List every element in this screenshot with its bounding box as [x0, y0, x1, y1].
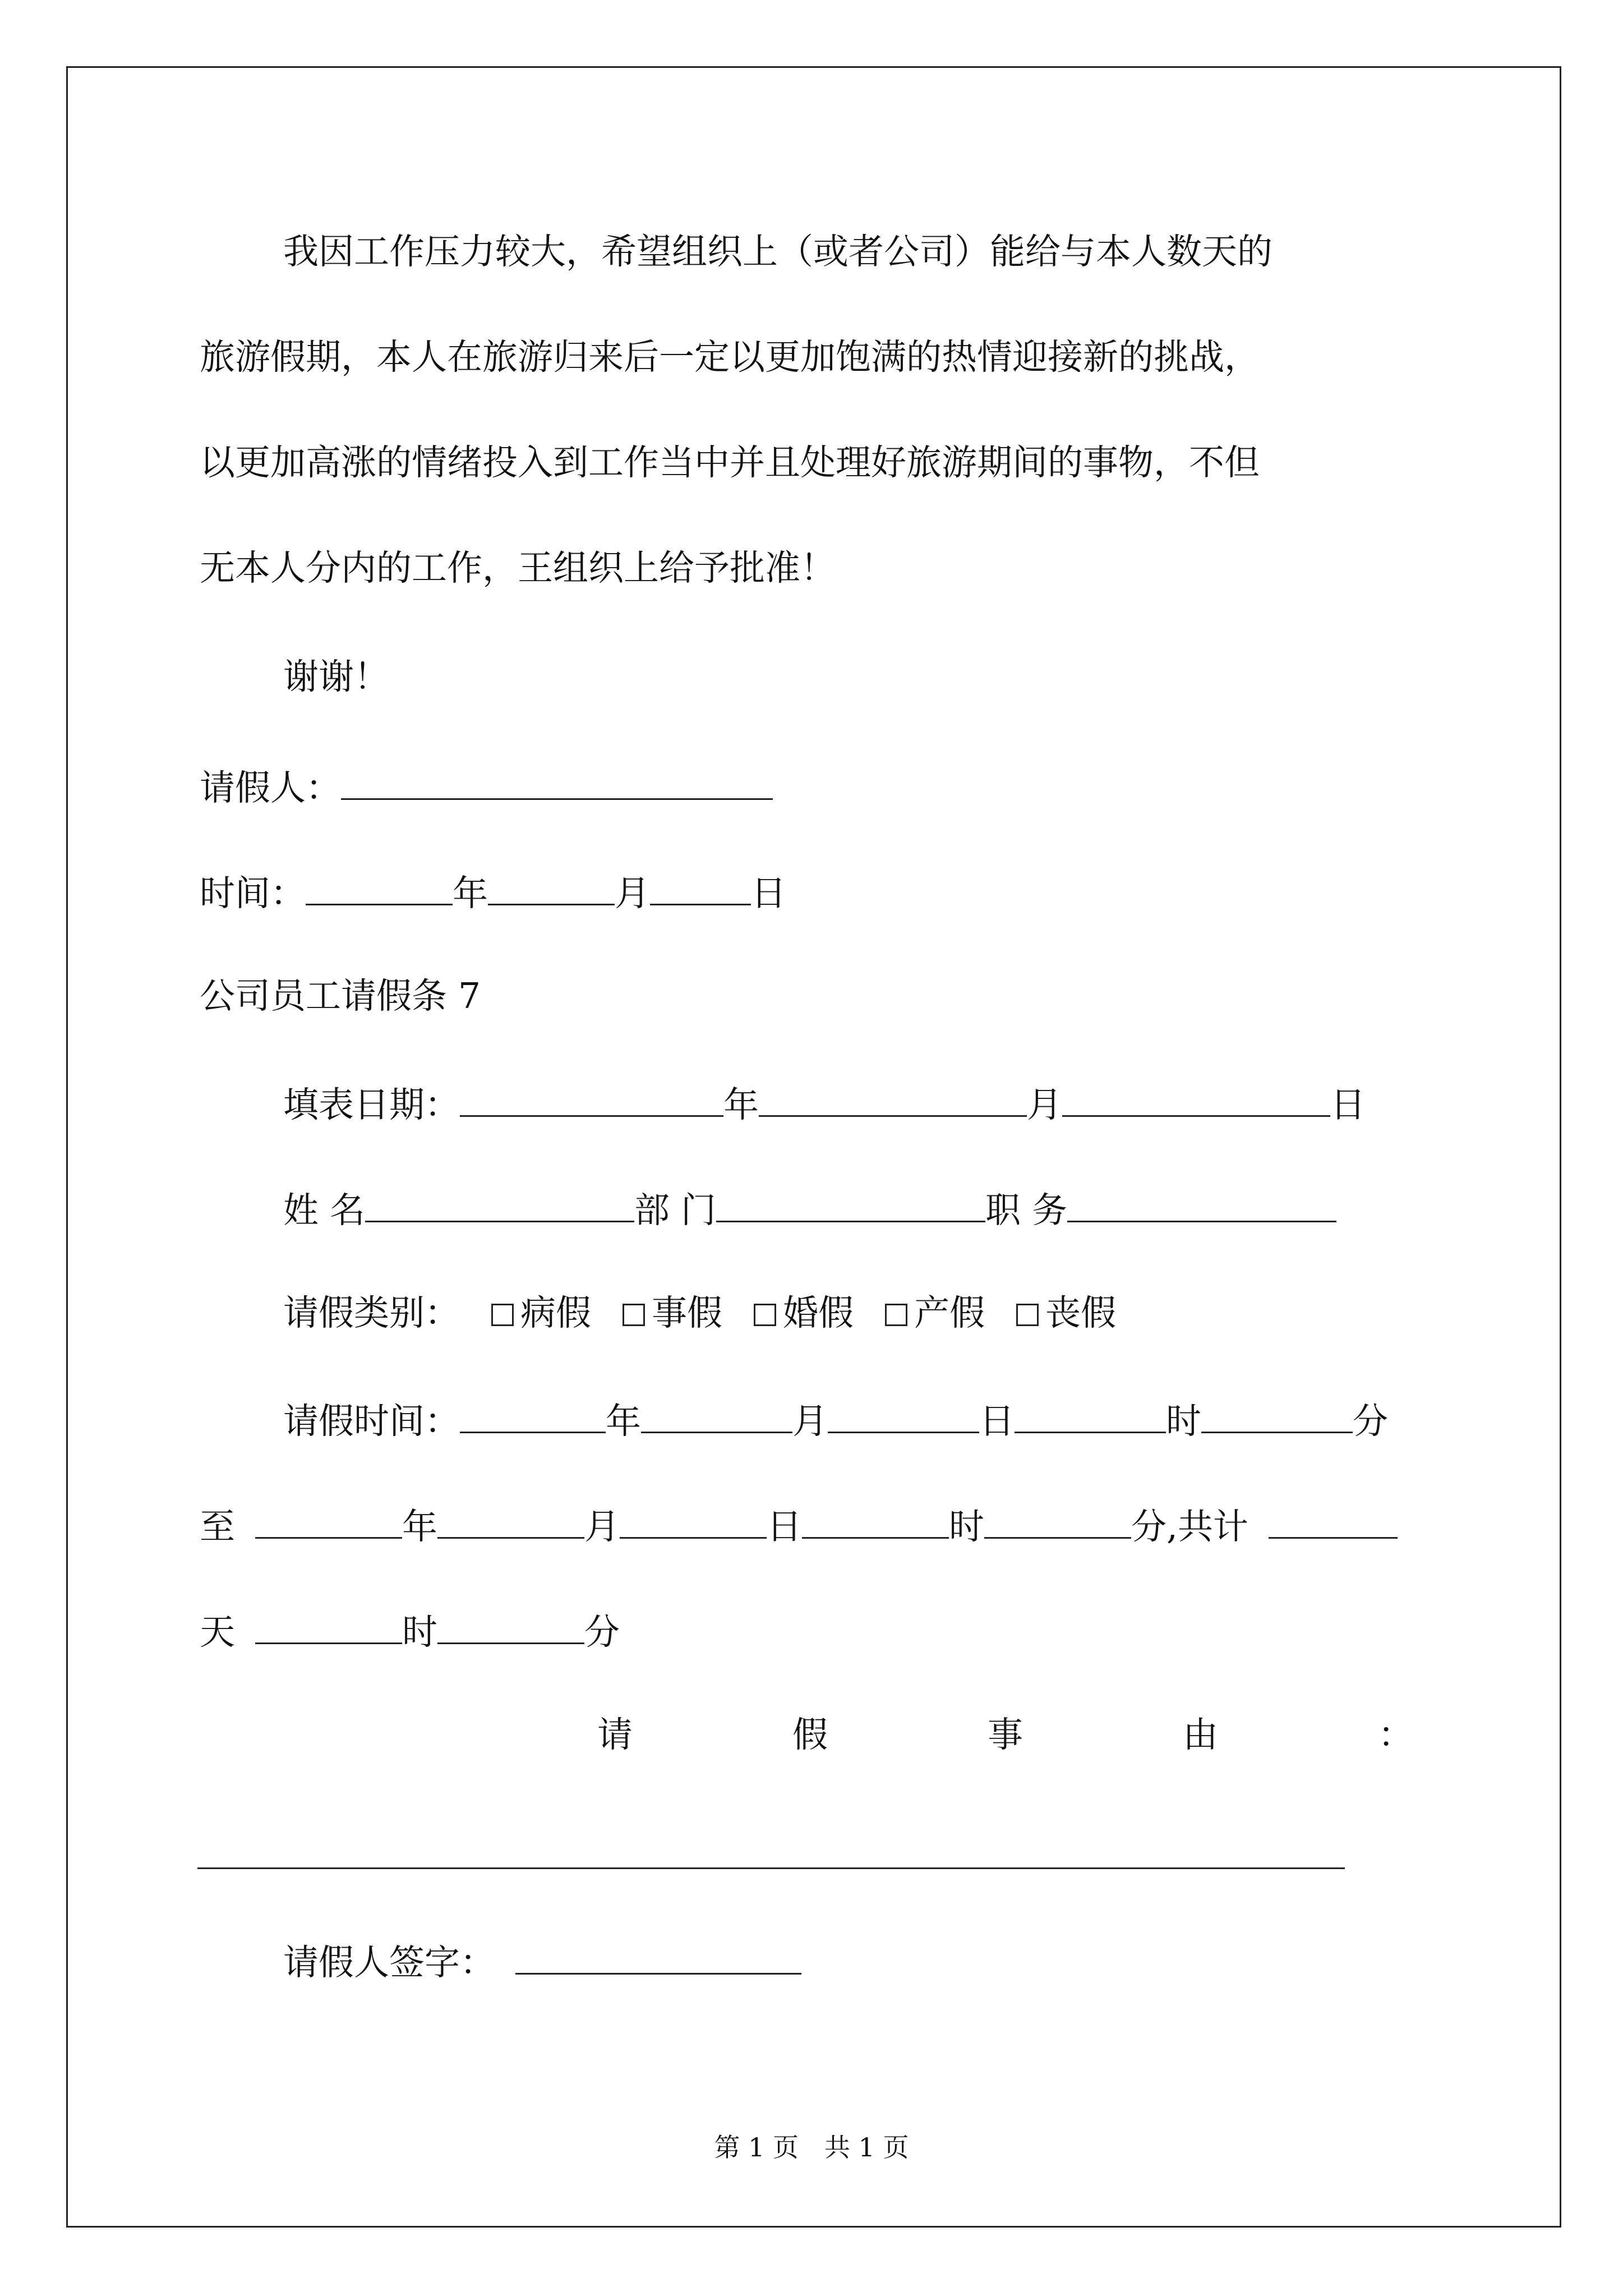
time-month-blank[interactable] [488, 873, 615, 905]
bereavement-leave-checkbox[interactable] [1016, 1304, 1039, 1326]
fill-date-day-blank[interactable] [1062, 1084, 1330, 1117]
end-day-unit: 日 [767, 1506, 802, 1547]
days-unit: 天 [200, 1612, 235, 1653]
time-year-unit: 年 [453, 873, 488, 914]
start-day-blank[interactable] [828, 1401, 979, 1433]
personal-leave-checkbox[interactable] [623, 1304, 645, 1326]
reason-char-4: 由 [1183, 1714, 1293, 1755]
page-footer [0, 2134, 1623, 2160]
total-days-blank[interactable] [1269, 1506, 1398, 1539]
start-day-unit: 日 [979, 1401, 1015, 1442]
paragraph-line-2: 旅游假期，本人在旅游归来后一定以更加饱满的热情迎接新的挑战， [200, 337, 1260, 378]
start-minute-blank[interactable] [1201, 1401, 1353, 1433]
reason-heading [597, 1714, 1413, 1755]
end-minute-blank[interactable] [984, 1506, 1131, 1539]
time-year-blank[interactable] [306, 873, 453, 905]
applicant-label: 请假人： [200, 767, 341, 808]
applicant-row [200, 767, 773, 806]
end-minute-unit: 分 [1131, 1506, 1166, 1547]
signature-label: 请假人签字： [283, 1942, 495, 1983]
employee-info-row [283, 1190, 1336, 1231]
end-month-blank[interactable] [437, 1506, 584, 1539]
leave-type-personal: 事假 [652, 1292, 723, 1333]
time-row [200, 873, 786, 914]
leave-type-maternity: 产假 [914, 1292, 985, 1333]
reason-char-2: 假 [792, 1714, 902, 1755]
sick-leave-checkbox[interactable] [491, 1304, 514, 1326]
paragraph-line-3: 以更加高涨的情绪投入到工作当中并且处理好旅游期间的事物，不但 [200, 442, 1260, 483]
fill-date-month-blank[interactable] [759, 1084, 1027, 1117]
time-day-unit: 日 [751, 873, 786, 914]
thanks-text: 谢谢！ [283, 656, 389, 697]
duration-row [200, 1612, 620, 1653]
start-minute-unit: 分 [1353, 1401, 1388, 1442]
duration-hour-unit: 时 [402, 1612, 437, 1653]
reason-blank-line[interactable] [197, 1867, 1345, 1869]
position-label: 职 务 [985, 1190, 1068, 1231]
page-border [66, 66, 1561, 2228]
position-blank[interactable] [1067, 1190, 1336, 1222]
end-year-unit: 年 [402, 1506, 437, 1547]
start-month-blank[interactable] [641, 1401, 792, 1433]
fill-date-month-unit: 月 [1027, 1084, 1062, 1125]
reason-char-5: ： [1378, 1714, 1413, 1755]
fill-date-year-blank[interactable] [460, 1084, 723, 1117]
page-total: 共 1 页 [824, 2132, 909, 2162]
leave-type-marriage: 婚假 [783, 1292, 854, 1333]
leave-type-sick: 病假 [520, 1292, 592, 1333]
total-label: ,共计 [1166, 1506, 1249, 1547]
leave-type-label: 请假类别： [283, 1292, 460, 1333]
end-year-blank[interactable] [255, 1506, 402, 1539]
leave-end-row [200, 1506, 1398, 1547]
end-month-unit: 月 [584, 1506, 620, 1547]
name-blank[interactable] [365, 1190, 634, 1222]
applicant-blank[interactable] [341, 767, 773, 800]
start-year-blank[interactable] [460, 1401, 606, 1433]
paragraph-line-1: 我因工作压力较大，希望组织上（或者公司）能给与本人数天的 [283, 231, 1272, 272]
leave-type-row [283, 1292, 1117, 1333]
time-day-blank[interactable] [650, 873, 751, 905]
duration-minute-unit: 分 [584, 1612, 620, 1653]
duration-minute-blank[interactable] [437, 1612, 584, 1644]
dept-label: 部 门 [634, 1190, 717, 1231]
fill-date-day-unit: 日 [1330, 1084, 1366, 1125]
signature-row [283, 1942, 801, 1983]
signature-blank[interactable] [515, 1942, 801, 1975]
to-label: 至 [200, 1506, 235, 1547]
start-hour-unit: 时 [1166, 1401, 1201, 1442]
end-day-blank[interactable] [620, 1506, 767, 1539]
maternity-leave-checkbox[interactable] [885, 1304, 907, 1326]
fill-date-label: 填表日期： [283, 1084, 460, 1125]
dept-blank[interactable] [716, 1190, 985, 1222]
time-label: 时间： [200, 873, 306, 914]
start-month-unit: 月 [792, 1401, 828, 1442]
fill-date-year-unit: 年 [723, 1084, 759, 1125]
leave-start-row [283, 1401, 1388, 1442]
reason-char-1: 请 [597, 1714, 707, 1755]
reason-char-3: 事 [988, 1714, 1098, 1755]
duration-hour-blank[interactable] [255, 1612, 402, 1644]
fill-date-row [283, 1084, 1366, 1125]
leave-type-bereavement: 丧假 [1045, 1292, 1117, 1333]
leave-time-label: 请假时间： [283, 1401, 460, 1442]
name-label: 姓 名 [283, 1190, 366, 1231]
end-hour-blank[interactable] [802, 1506, 949, 1539]
start-hour-blank[interactable] [1015, 1401, 1166, 1433]
end-hour-unit: 时 [949, 1506, 984, 1547]
paragraph-line-4: 无本人分内的工作，王组织上给予批准！ [200, 547, 836, 588]
marriage-leave-checkbox[interactable] [754, 1304, 776, 1326]
time-month-unit: 月 [615, 873, 650, 914]
page-number: 第 1 页 [714, 2132, 799, 2162]
start-year-unit: 年 [606, 1401, 641, 1442]
section-title: 公司员工请假条 7 [200, 976, 481, 1016]
